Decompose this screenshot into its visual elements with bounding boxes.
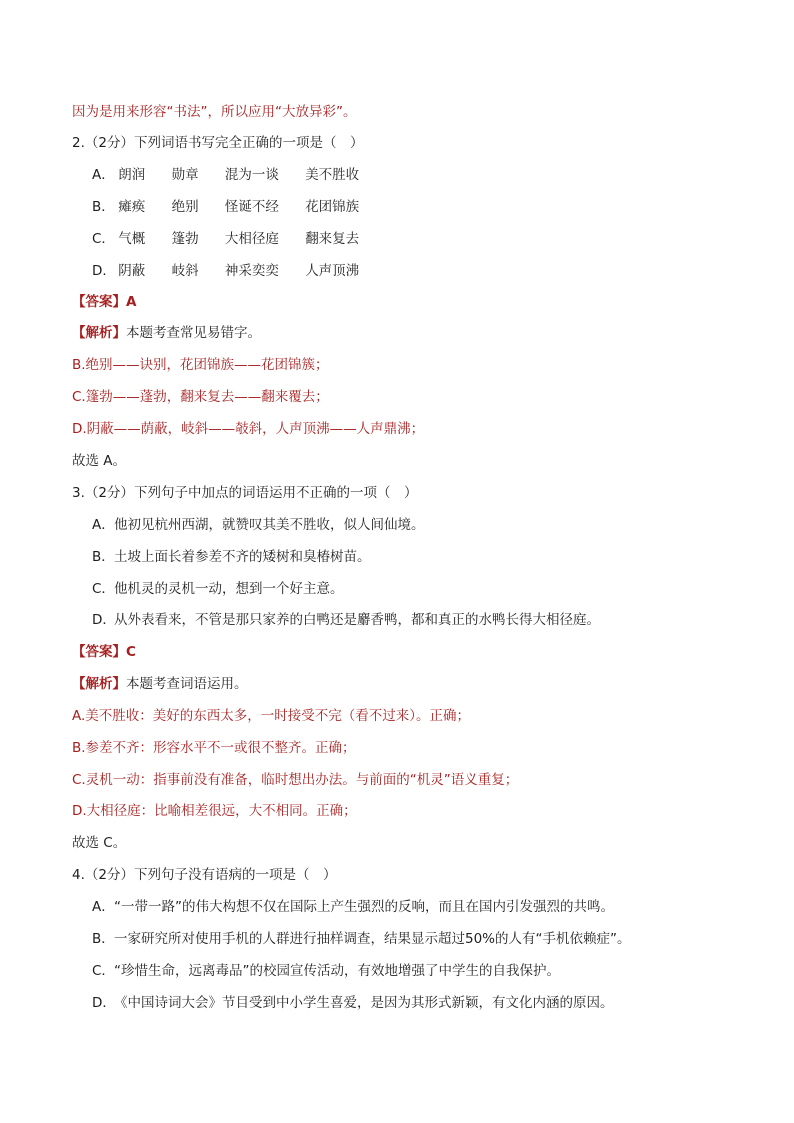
q3-option-b <box>92 547 754 567</box>
option-word: 气概 <box>118 231 146 247</box>
q2-option-b <box>92 197 754 217</box>
q3-option-c <box>92 579 754 599</box>
option-word: 瘫痪 <box>118 199 146 215</box>
option-letter: B． <box>92 931 115 947</box>
option-word: 篷勃 <box>171 231 199 247</box>
option-letter: C． <box>92 581 115 597</box>
q2-option-a <box>92 165 754 185</box>
q3-option-a <box>92 515 754 535</box>
intro-line: 因为是用来形容“书法”，所以应用“大放异彩”。 <box>72 104 357 120</box>
q4-option-d <box>92 993 754 1013</box>
option-letter: D． <box>92 263 116 279</box>
option-letter: D． <box>92 612 116 628</box>
q2-option-d <box>92 261 754 281</box>
analysis-text: 本题考查常见易错字。 <box>126 325 261 341</box>
q2-analysis <box>72 323 754 343</box>
q3-explanation-b: B.参差不齐：形容水平不一或很不整齐。正确； <box>72 740 356 756</box>
option-text: 土坡上面长着参差不齐的矮树和臭椿树苗。 <box>114 549 371 565</box>
q4-option-c <box>92 961 754 981</box>
q2-answer <box>72 292 754 312</box>
q3-analysis <box>72 674 754 694</box>
q3-explanation-c: C.灵机一动：指事前没有准备，临时想出办法。与前面的“机灵”语义重复； <box>72 772 519 788</box>
q2-explanation-b: B.绝别——诀别，花团锦族——花团锦簇； <box>72 357 329 373</box>
option-letter: A． <box>92 517 115 533</box>
q3-stem: 3.（2分）下列句子中加点的词语运用不正确的一项（ ） <box>72 485 418 501</box>
q2-option-c <box>92 229 754 249</box>
option-text: 他初见杭州西湖，就赞叹其美不胜收，似人间仙境。 <box>114 517 425 533</box>
option-word: 岐斜 <box>171 263 199 279</box>
q3-explanation-d: D.大相径庭：比喻相差很远，大不相同。正确； <box>72 803 357 819</box>
q4-option-b <box>92 929 754 949</box>
analysis-tag: 【解析】 <box>72 325 126 341</box>
q2-stem: 2.（2分）下列词语书写完全正确的一项是（ ） <box>72 135 364 151</box>
option-text: 他机灵的灵机一动，想到一个好主意。 <box>114 581 344 597</box>
option-text: “一带一路”的伟大构想不仅在国际上产生强烈的反响，而且在国内引发强烈的共鸣。 <box>114 899 614 915</box>
q2-explanation-d: D.阴蔽——荫蔽，岐斜——攲斜，人声顶沸——人声鼎沸； <box>72 421 425 437</box>
q3-conclusion: 故选 C。 <box>72 835 127 851</box>
option-letter: B． <box>92 199 115 215</box>
option-word: 怪诞不经 <box>224 199 279 215</box>
q3-answer <box>72 642 754 662</box>
option-word: 绝别 <box>171 199 199 215</box>
option-word: 阴蔽 <box>118 263 146 279</box>
q4-option-a <box>92 897 754 917</box>
option-word: 翻来复去 <box>305 231 360 247</box>
answer-tag: 【答案】 <box>72 294 126 310</box>
q2-conclusion: 故选 A。 <box>72 453 127 469</box>
q3-option-d <box>92 610 754 630</box>
option-letter: D． <box>92 995 116 1011</box>
option-letter: C． <box>92 963 115 979</box>
answer-value: A <box>126 294 137 310</box>
q4-stem: 4.（2分）下列句子没有语病的一项是（ ） <box>72 867 337 883</box>
option-word: 大相径庭 <box>224 231 279 247</box>
option-word: 混为一谈 <box>224 167 279 183</box>
option-text: “珍惜生命，远离毒品”的校园宣传活动，有效地增强了中学生的自我保护。 <box>114 963 560 979</box>
analysis-text: 本题考查词语运用。 <box>126 676 248 692</box>
option-letter: B． <box>92 549 115 565</box>
answer-tag: 【答案】 <box>72 644 126 660</box>
q2-explanation-c: C.篷勃——蓬勃，翻来复去——翻来覆去； <box>72 389 329 405</box>
option-text: 从外表看来，不管是那只家养的白鸭还是麝香鸭，都和真正的水鸭长得大相径庭。 <box>114 612 600 628</box>
option-word: 花团锦族 <box>305 199 360 215</box>
q3-explanation-a: A.美不胜收：美好的东西太多，一时接受不完（看不过来）。正确； <box>72 708 471 724</box>
option-letter: A． <box>92 167 115 183</box>
analysis-tag: 【解析】 <box>72 676 126 692</box>
option-word: 人声顶沸 <box>305 263 360 279</box>
answer-value: C <box>126 644 136 660</box>
option-word: 勋章 <box>171 167 199 183</box>
option-word: 朗润 <box>118 167 146 183</box>
option-text: 一家研究所对使用手机的人群进行抽样调查，结果显示超过50%的人有“手机依赖症”。 <box>114 931 631 947</box>
option-word: 美不胜收 <box>305 167 360 183</box>
option-letter: C． <box>92 231 115 247</box>
option-text: 《中国诗词大会》节目受到中小学生喜爱，是因为其形式新颖，有文化内涵的原因。 <box>114 995 614 1011</box>
option-word: 神采奕奕 <box>224 263 279 279</box>
option-letter: A． <box>92 899 115 915</box>
